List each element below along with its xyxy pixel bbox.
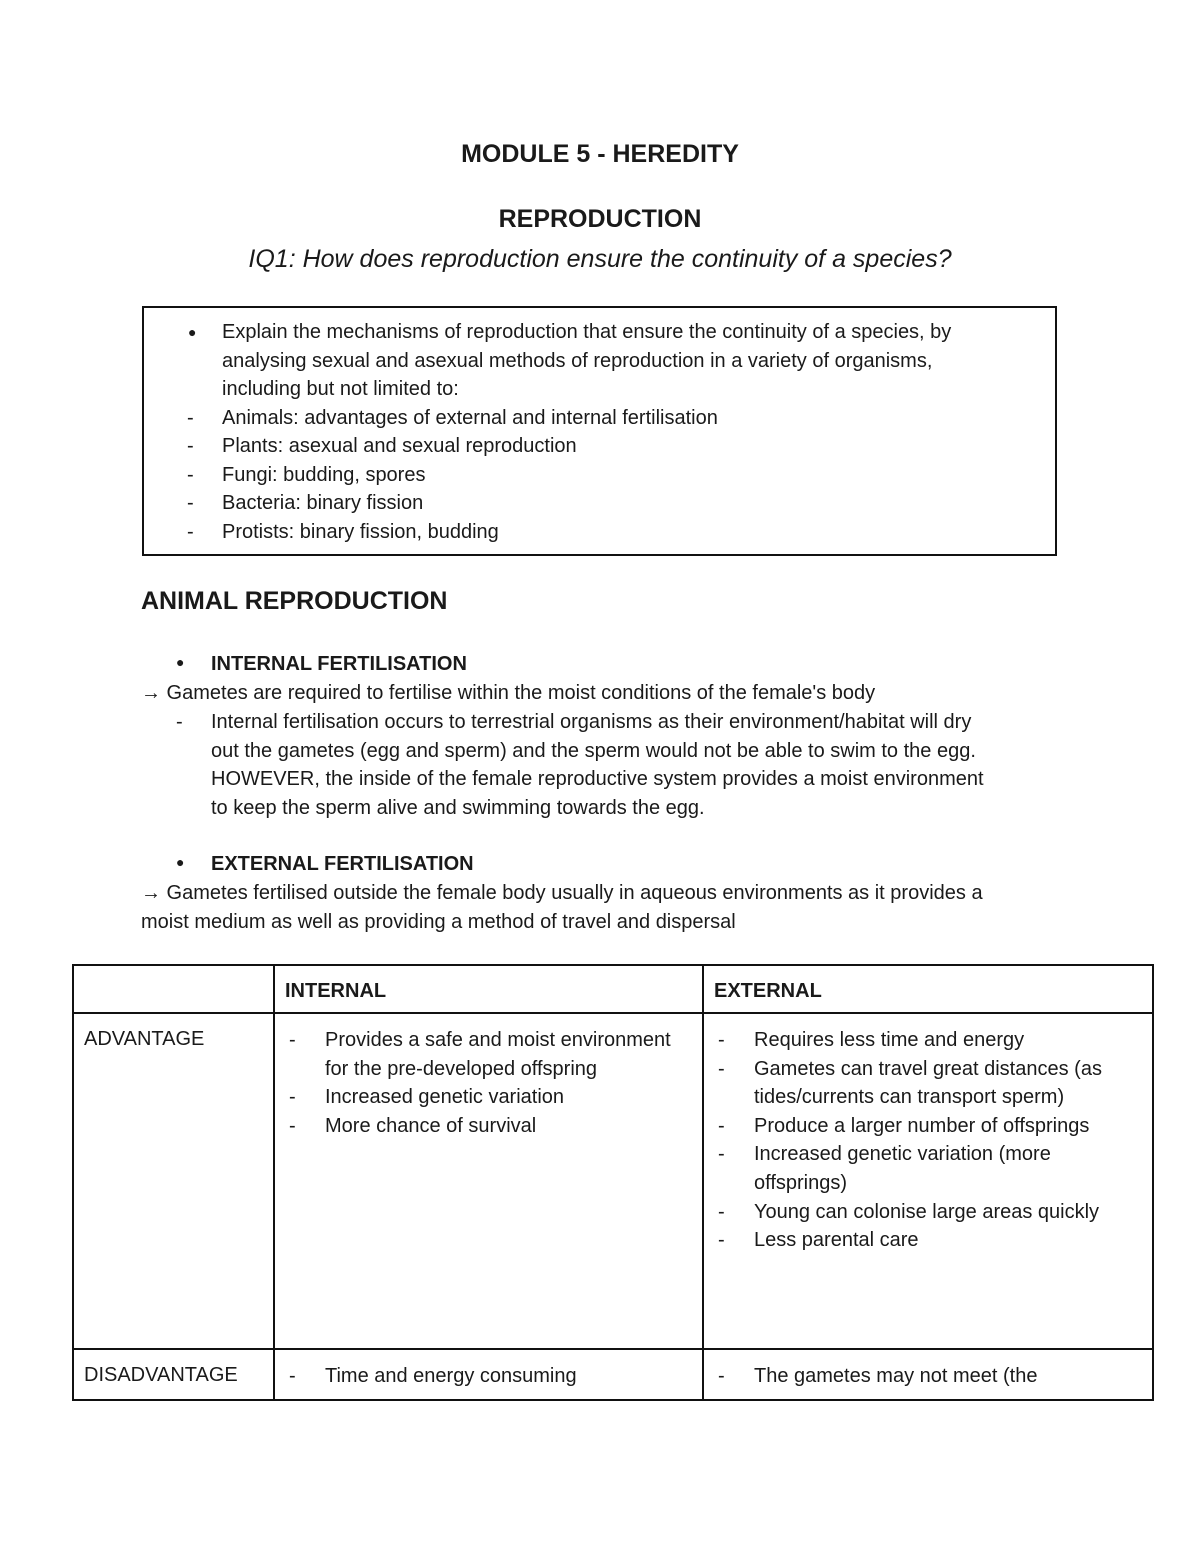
list-item: - Time and energy consuming xyxy=(325,1362,692,1391)
table-header-cell xyxy=(73,965,274,1013)
table-cell xyxy=(274,1349,703,1400)
table-cell xyxy=(703,1349,1153,1400)
table-header-cell: INTERNAL xyxy=(274,965,703,1013)
syllabus-item: Fungi: budding, spores xyxy=(222,463,426,486)
syllabus-item: Bacteria: binary fission xyxy=(222,492,424,514)
list-item: - Provides a safe and moist environment for the pre-developed offspring xyxy=(325,1026,692,1083)
table-row xyxy=(73,1013,1153,1349)
dash-icon: - xyxy=(176,711,183,733)
list-item: - Young can colonise large areas quickly xyxy=(754,1198,1142,1227)
comparison-table xyxy=(72,964,1154,1401)
syllabus-item: Plants: asexual and sexual reproduction xyxy=(222,435,577,457)
page-title: MODULE 5 - HEREDITY xyxy=(461,140,739,168)
inquiry-question: IQ1: How does reproduction ensure the continuity of a species? xyxy=(248,245,952,273)
list-item: - Requires less time and energy xyxy=(754,1026,1142,1055)
syllabus-line: including but not limited to: xyxy=(222,378,459,400)
dash-icon: - xyxy=(187,435,194,457)
table-cell xyxy=(703,1013,1153,1349)
internal-detail-line: out the gametes (egg and sperm) and the sperm would not be able to swim to the egg. xyxy=(211,739,976,762)
syllabus-line: Explain the mechanisms of reproduction that ensure the continuity of a species, by xyxy=(222,321,952,343)
internal-arrow-line: → Gametes are required to fertilise within the moist conditions of the female's body xyxy=(141,682,876,704)
list-item: - More chance of survival xyxy=(325,1112,692,1141)
table-cell xyxy=(274,1013,703,1349)
row-label: ADVANTAGE xyxy=(73,1013,274,1349)
bullet-icon: ● xyxy=(176,854,185,870)
internal-heading: INTERNAL FERTILISATION xyxy=(211,653,467,675)
bullet-icon: ● xyxy=(188,324,197,340)
syllabus-box xyxy=(142,306,1057,556)
list-item: - Less parental care xyxy=(754,1226,1142,1255)
external-arrow-line: moist medium as well as providing a method of travel and dispersal xyxy=(141,910,736,933)
section-heading: ANIMAL REPRODUCTION xyxy=(141,587,448,615)
syllabus-item: Animals: advantages of external and internal fertilisation xyxy=(222,406,718,429)
list-item: - Increased genetic variation (more offsprings) xyxy=(754,1140,1142,1197)
internal-detail-line: Internal fertilisation occurs to terrestrial organisms as their environment/habitat will dry xyxy=(211,711,972,733)
list-item: - Increased genetic variation xyxy=(325,1083,692,1112)
dash-icon: - xyxy=(187,463,194,486)
external-arrow-line: → Gametes fertilised outside the female body usually in aqueous environments as it provides a xyxy=(141,882,983,904)
table-header-row xyxy=(73,965,1153,1013)
syllabus-line: analysing sexual and asexual methods of reproduction in a variety of organisms, xyxy=(222,349,933,372)
internal-detail-line: to keep the sperm alive and swimming towards the egg. xyxy=(211,796,705,819)
syllabus-item: Protists: binary fission, budding xyxy=(222,520,499,543)
list-item: - The gametes may not meet (the xyxy=(754,1362,1142,1391)
list-item: - Gametes can travel great distances (as tides/currents can transport sperm) xyxy=(754,1055,1142,1112)
external-heading: EXTERNAL FERTILISATION xyxy=(211,853,474,875)
section-subtitle: REPRODUCTION xyxy=(498,205,702,233)
list-item: - Produce a larger number of offsprings xyxy=(754,1112,1142,1141)
bullet-icon: ● xyxy=(176,654,185,670)
table-row xyxy=(73,1349,1153,1400)
dash-icon: - xyxy=(187,406,194,429)
dash-icon: - xyxy=(187,520,194,543)
row-label: DISADVANTAGE xyxy=(73,1349,274,1400)
internal-detail-line: HOWEVER, the inside of the female reproductive system provides a moist environment xyxy=(211,768,984,790)
dash-icon: - xyxy=(187,492,194,514)
table-header-cell: EXTERNAL xyxy=(703,965,1153,1013)
